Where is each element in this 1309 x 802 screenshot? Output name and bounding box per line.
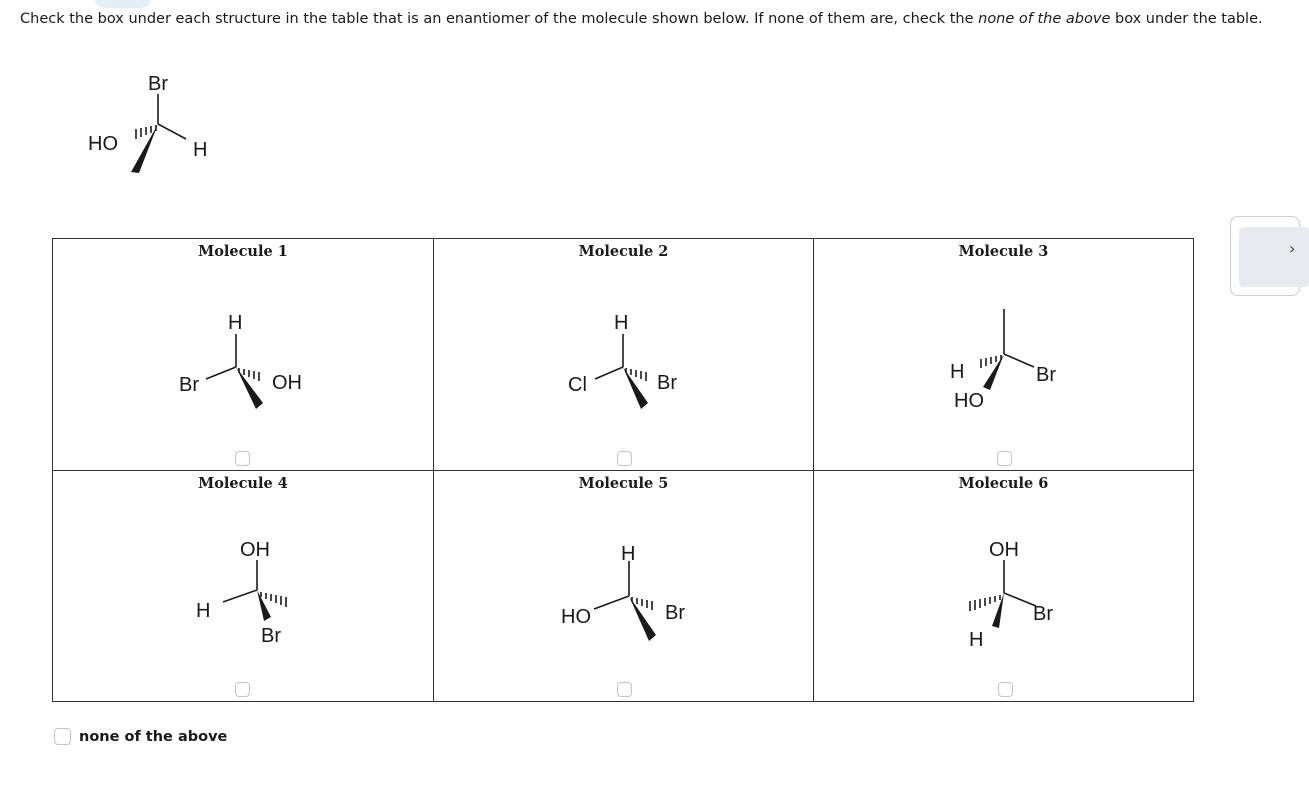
prompt-text-2: box under the table. [1110,11,1263,27]
ref-label-top: Br [148,73,168,95]
mol6-label-bottom: H [969,629,984,651]
mol5-label-left: HO [561,606,591,628]
molecule-4-checkbox[interactable] [235,682,250,697]
ref-label-right: H [193,139,208,161]
side-tool-button[interactable] [1239,227,1309,287]
molecule-5-title: Molecule 5 [578,475,669,492]
mol2-label-right: Br [657,372,677,394]
mol1-label-left: Br [179,374,199,396]
mol3-label-right: Br [1036,364,1056,386]
question-prompt [20,10,1282,29]
molecule-4-title: Molecule 4 [198,475,288,492]
molecule-6-checkbox[interactable] [998,682,1013,697]
mol6-label-right: Br [1033,603,1053,625]
chevron-right-icon: › [1289,239,1296,258]
mol2-label-top: H [614,312,629,334]
none-of-the-above-checkbox[interactable] [54,728,71,745]
none-of-the-above-option[interactable] [54,728,227,745]
molecule-2-checkbox[interactable] [617,451,632,466]
molecule-5-structure [434,471,814,702]
mol3-label-bottom: HO [954,390,984,412]
none-of-the-above-label: none of the above [79,728,228,745]
prompt-text-1: Check the box under each structure in the table that is an enantiomer of the molecule shown below. If none of them are, check the [20,11,979,27]
molecule-1-title: Molecule 1 [198,243,288,260]
reference-molecule [78,66,228,182]
mol2-label-left: Cl [568,374,587,396]
molecule-cell-4 [53,470,433,701]
molecule-cell-5 [433,470,813,701]
prompt-emphasis: none of the above [978,11,1111,27]
mol3-label-left: H [950,361,965,383]
molecule-1-structure [53,239,433,470]
molecule-2-structure [434,239,814,470]
mol6-label-top: OH [989,539,1019,561]
molecule-3-checkbox[interactable] [997,451,1012,466]
mol4-label-bottom: Br [261,625,281,647]
mol1-label-top: H [228,312,243,334]
molecule-3-structure [814,239,1194,470]
molecule-table [52,238,1194,702]
molecule-5-checkbox[interactable] [617,682,632,697]
mol4-label-left: H [196,600,211,622]
molecule-4-structure [53,471,433,702]
ref-label-left: HO [88,133,118,155]
mol5-label-right: Br [665,602,685,624]
mol5-label-top: H [621,543,636,565]
molecule-cell-6 [813,470,1193,701]
molecule-2-title: Molecule 2 [578,243,669,260]
side-tool-panel[interactable] [1230,216,1300,296]
molecule-3-title: Molecule 3 [958,243,1049,260]
molecule-6-structure [814,471,1194,702]
molecule-1-checkbox[interactable] [235,451,250,466]
mol4-label-top: OH [240,539,270,561]
molecule-cell-2 [433,239,813,470]
mol1-label-right: OH [272,372,302,394]
molecule-6-title: Molecule 6 [958,475,1049,492]
molecule-cell-1 [53,239,433,470]
molecule-cell-3 [813,239,1193,470]
top-tab-decoration [94,0,152,8]
